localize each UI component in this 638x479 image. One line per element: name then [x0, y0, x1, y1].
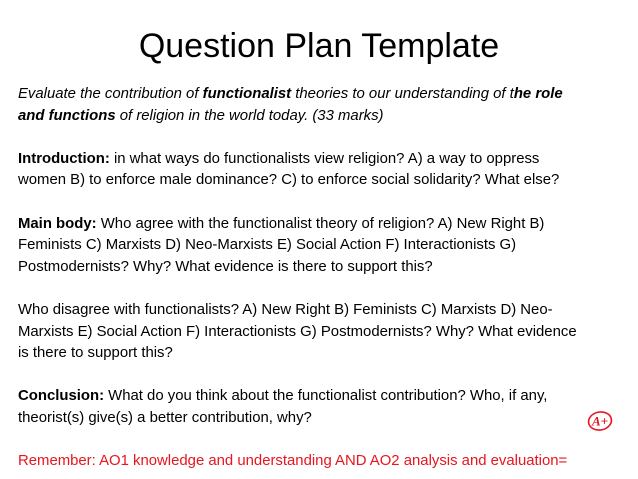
- conclusion-line-2: theorist(s) give(s) a better contribution, why?: [18, 409, 312, 426]
- disagree-line-2: Marxists E) Social Action F) Interactionists G) Postmodernists? Why? What evidence: [18, 323, 577, 340]
- grade-icon-text: A+: [591, 413, 609, 429]
- disagree-line-3: is there to support this?: [18, 345, 173, 362]
- main-body-line-2: Feminists C) Marxists D) Neo-Marxists E) Social Action F) Interactionists G): [18, 237, 517, 254]
- question-post: of religion in the world today. (33 marks): [115, 107, 384, 124]
- disagree-line-1: Who disagree with functionalists? A) New Right B) Feminists C) Marxists D) Neo-: [18, 301, 553, 318]
- question-focus-1: he role: [513, 86, 563, 102]
- a-plus-grade-icon: [587, 410, 615, 432]
- introduction-block: [18, 149, 636, 192]
- main-body-line-1: Who agree with the functionalist theory of religion? A) New Right B): [96, 215, 545, 232]
- question-focus-2: and functions: [18, 107, 116, 124]
- question-term: functionalist: [202, 86, 292, 102]
- disagree-block: [18, 300, 636, 365]
- remember-note: Remember: AO1 knowledge and understanding AND AO2 analysis and evaluation=: [18, 453, 568, 470]
- main-body-label: Main body:: [18, 215, 97, 232]
- question-block: [18, 84, 636, 127]
- question-plan-body: [18, 84, 636, 473]
- introduction-line-1: in what ways do functionalists view religion? A) a way to oppress: [109, 150, 540, 167]
- conclusion-label: Conclusion:: [18, 388, 105, 405]
- page-title: Question Plan Template: [138, 27, 500, 65]
- conclusion-block: [18, 386, 636, 429]
- main-body-line-3: Postmodernists? Why? What evidence is there to support this?: [18, 258, 433, 275]
- conclusion-line-1: What do you think about the functionalist contribution? Who, if any,: [104, 388, 548, 405]
- question-pre: Evaluate the contribution of: [18, 86, 203, 102]
- introduction-label: Introduction:: [18, 150, 110, 167]
- introduction-line-2: women B) to enforce male dominance? C) to enforce social solidarity? What else?: [18, 172, 560, 189]
- question-mid: theories to our understanding of t: [291, 86, 514, 102]
- main-body-block: [18, 214, 636, 279]
